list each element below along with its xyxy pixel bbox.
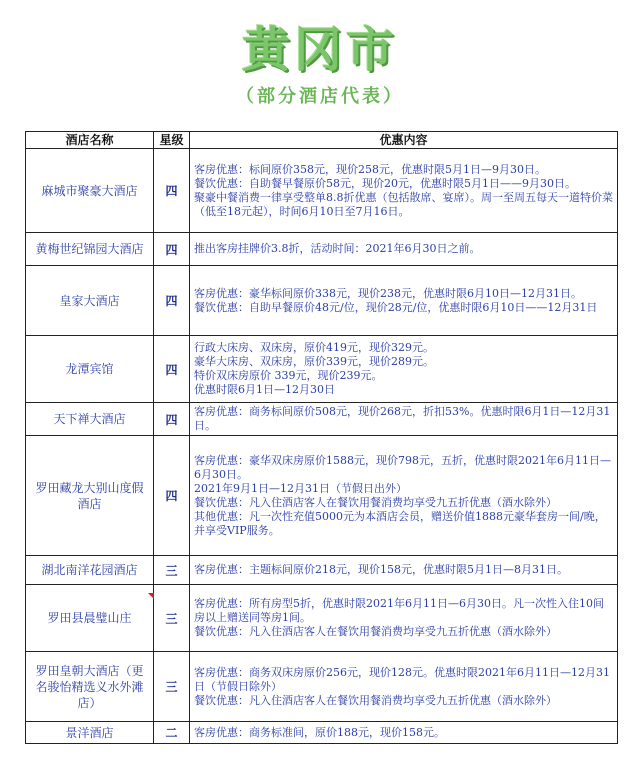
offer-line: 餐饮优惠：自助餐早餐原价58元，现价20元，优惠时限5月1日——9月30日。 (194, 176, 576, 190)
offer-line: 餐饮优惠：自助早餐原价48元/位，现价28元/位，优惠时限6月10日——12月31日 (194, 300, 598, 314)
star-rating: 四 (154, 233, 190, 266)
offer-line: 推出客房挂牌价3.8折，活动时间：2021年6月30日之前。 (194, 242, 481, 255)
hotel-name: 景洋酒店 (26, 722, 154, 744)
offer-content (190, 556, 618, 585)
star-rating: 四 (154, 336, 190, 403)
star-rating: 四 (154, 149, 190, 233)
offer-line: 特价双床房原价 339元，现价239元。 (194, 369, 383, 382)
table-row (26, 233, 618, 266)
hotel-name: 罗田藏龙大别山度假酒店 (26, 436, 154, 556)
star-rating: 四 (154, 266, 190, 336)
offer-content (190, 149, 618, 233)
offer-line: 客房优惠：商务标间原价508元，现价268元，折扣53%。优惠时限6月1日—12月31日。 (194, 405, 611, 432)
offer-line: 客房优惠：商务双床房原价256元，现价128元。优惠时限2021年6月11日—12月31日（节假日除外） (194, 665, 610, 693)
offer-line: 行政大床房、双床房，原价419元，现价329元。 (194, 341, 434, 354)
table-row (26, 336, 618, 403)
offer-content (190, 266, 618, 336)
offer-content (190, 585, 618, 652)
star-rating: 三 (154, 652, 190, 722)
offer-line: 聚豪中餐消费一律享受整单8.8折优惠（包括散席、宴席）。周一至周五每天一道特价菜（低至18元起），时间6月10日至7月16日。 (194, 190, 613, 218)
offer-line: 客房优惠：商务标准间，原价188元，现价158元。 (194, 725, 445, 739)
offer-line: 客房优惠：主题标间原价218元，现价158元，优惠时限5月1日—8月31日。 (194, 563, 568, 576)
header-hotel-name: 酒店名称 (26, 132, 154, 149)
offer-line: 客房优惠：所有房型5折，优惠时限2021年6月11日—6月30日。凡一次性入住10间房以上赠送同等房1间。 (194, 597, 604, 624)
hotel-name: 罗田县晨璧山庄 (26, 585, 154, 652)
star-rating: 三 (154, 556, 190, 585)
table-row (26, 436, 618, 556)
offer-line: 客房优惠：豪华标间原价338元，现价238元，优惠时限6月10日—12月31日。 (194, 286, 582, 300)
table-row (26, 403, 618, 436)
table-row (26, 585, 618, 652)
offer-content (190, 336, 618, 403)
hotel-name: 湖北南洋花园酒店 (26, 556, 154, 585)
offer-line: 餐饮优惠：凡入住酒店客人在餐饮用餐消费均享受九五折优惠（酒水除外） (194, 625, 557, 638)
table-row (26, 149, 618, 233)
offer-content (190, 652, 618, 722)
offer-line: 客房优惠：豪华双床房原价1588元，现价798元，五折，优惠时限2021年6月11日—6月30日。 (194, 453, 611, 481)
comment-marker (148, 593, 154, 599)
offer-content (190, 722, 618, 744)
offer-line: 优惠时限6月1日—12月30日 (194, 383, 335, 396)
offer-line: 客房优惠：标间原价358元，现价258元，优惠时限5月1日—9月30日。 (194, 162, 546, 176)
hotel-name: 罗田皇朝大酒店（更名骏怡精选义水外滩店） (26, 652, 154, 722)
page-subtitle: （部分酒店代表） (236, 86, 404, 107)
offer-line: 2021年9月1日—12月31日（节假日出外） (194, 481, 407, 495)
table-header-row (26, 132, 618, 149)
table-row (26, 652, 618, 722)
table-row (26, 556, 618, 585)
star-rating: 四 (154, 403, 190, 436)
offer-line: 餐饮优惠：凡入住酒店客人在餐饮用餐消费均享受九五折优惠（酒水除外） (194, 693, 557, 707)
offer-line: 豪华大床房、双床房，原价339元，现价289元。 (194, 355, 434, 368)
hotel-name: 黄梅世纪锦园大酒店 (26, 233, 154, 266)
header-star: 星级 (154, 132, 190, 149)
header-offers: 优惠内容 (190, 132, 618, 149)
star-rating: 三 (154, 585, 190, 652)
hotel-name: 天下禅大酒店 (26, 403, 154, 436)
offer-content (190, 403, 618, 436)
page-title: 黄冈市 (241, 22, 398, 78)
offer-line: 餐饮优惠：凡入住酒店客人在餐饮用餐消费均享受九五折优惠（酒水除外） (194, 495, 557, 509)
table-row (26, 722, 618, 744)
table-body (26, 149, 618, 744)
star-rating: 二 (154, 722, 190, 744)
hotel-name: 龙潭宾馆 (26, 336, 154, 403)
star-rating: 四 (154, 436, 190, 556)
hotel-offers-table (25, 131, 618, 744)
hotel-name: 皇家大酒店 (26, 266, 154, 336)
offer-line: 其他优惠：凡一次性充值5000元为本酒店会员，赠送价值1888元豪华套房一间/晚，并享受VIP服务。 (194, 509, 606, 537)
hotel-name: 麻城市聚豪大酒店 (26, 149, 154, 233)
table-row (26, 266, 618, 336)
offer-content (190, 233, 618, 266)
offer-content (190, 436, 618, 556)
